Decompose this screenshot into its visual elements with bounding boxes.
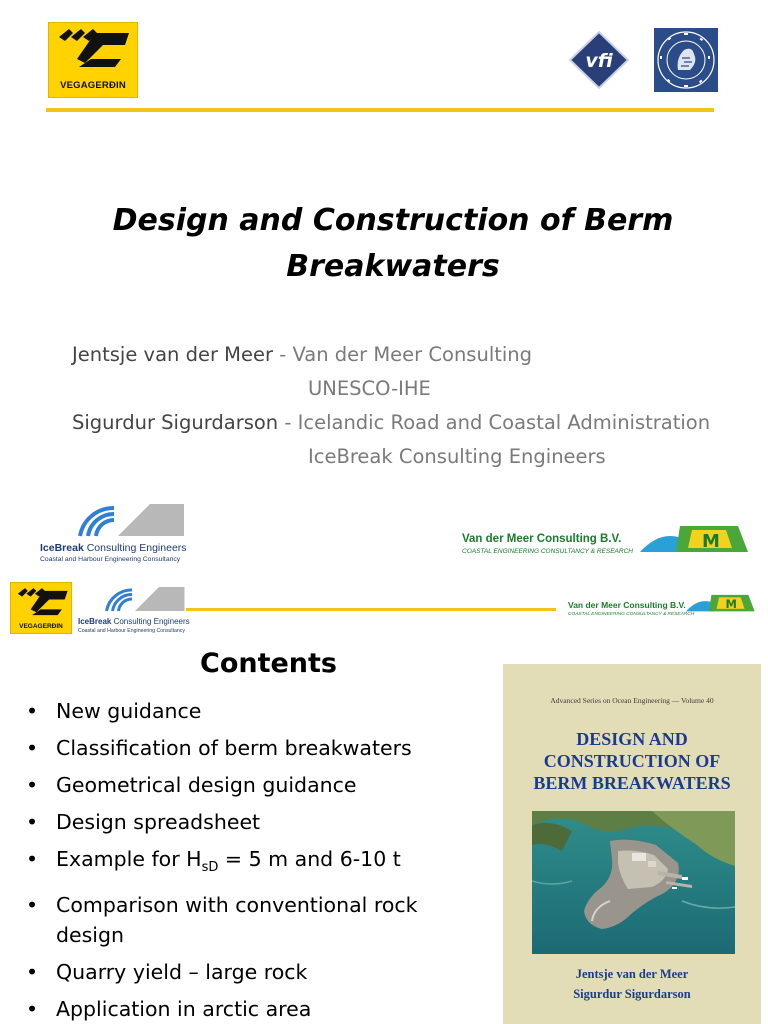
breakwater-aerial-photo	[532, 811, 735, 954]
header-divider	[186, 608, 556, 611]
icebreak-logo	[40, 500, 186, 570]
author-list	[72, 338, 710, 474]
icebreak-logo-name: IceBreak Consulting Engineers	[78, 617, 190, 626]
vegagerdin-logo	[10, 582, 72, 634]
author-affiliation: Van der Meer Consulting	[292, 343, 533, 366]
author-row	[72, 406, 710, 440]
book-cover	[503, 664, 761, 1024]
vdm-logo-name: Van der Meer Consulting B.V.	[462, 533, 622, 545]
vdm-logo-tagline: COASTAL ENGINEERING CONSULTANCY & RESEARCH	[568, 612, 695, 617]
vegagerdin-logo	[48, 22, 138, 98]
vdm-emblem-icon	[640, 522, 750, 562]
list-item: • Comparison with conventional rock design	[26, 890, 456, 950]
bullet-icon: •	[26, 997, 39, 1022]
icebreak-logo	[76, 584, 188, 636]
vdm-logo-tagline: COASTAL ENGINEERING CONSULTANCY & RESEARCH	[462, 548, 633, 555]
book-series: Advanced Series on Ocean Engineering — Volume 40	[550, 696, 714, 705]
book-authors: Jentsje van der Meer Sigurdur Sigurdarson	[573, 967, 691, 1001]
author-row	[72, 338, 710, 372]
presentation-title	[100, 198, 686, 290]
icebreak-logo-name: IceBreak Consulting Engineers	[40, 542, 187, 554]
author-separator: -	[278, 411, 298, 434]
svg-text:M: M	[702, 531, 720, 552]
vdm-emblem-icon	[686, 592, 756, 618]
vegagerdin-logo-text: VEGAGERÐIN	[60, 80, 126, 91]
icebreak-logo-tagline: Coastal and Harbour Engineering Consultancy	[40, 556, 181, 563]
list-item: • Classification of berm breakwaters	[26, 733, 456, 763]
author-separator: -	[273, 343, 293, 366]
vegagerdin-emblem-icon	[55, 27, 131, 73]
author-name: Sigurdur Sigurdarson	[72, 411, 279, 434]
vegagerdin-logo-text: VEGAGERÐIN	[19, 623, 63, 630]
vdm-logo-name: Van der Meer Consulting B.V.	[568, 600, 686, 610]
author-affiliation: IceBreak Consulting Engineers	[308, 445, 606, 468]
author-row	[72, 440, 710, 474]
author-row	[72, 372, 710, 406]
book-title: DESIGN AND CONSTRUCTION OF BERM BREAKWATERS	[533, 729, 731, 793]
van-der-meer-logo	[460, 522, 750, 562]
header-divider	[46, 108, 714, 112]
svg-text:M: M	[725, 597, 737, 612]
list-item: • Design spreadsheet	[26, 807, 456, 837]
bullet-icon: •	[26, 960, 39, 985]
list-item: • New guidance	[26, 696, 456, 726]
icebreak-logo-tagline: Coastal and Harbour Engineering Consultancy	[78, 628, 185, 634]
bullet-icon: •	[26, 699, 39, 723]
list-item: • Geometrical design guidance	[26, 770, 456, 800]
van-der-meer-logo	[566, 592, 756, 622]
bullet-icon: •	[26, 736, 39, 760]
list-item: • Application in arctic area	[26, 994, 456, 1024]
bullet-icon: •	[26, 810, 39, 834]
vfi-logo	[568, 30, 630, 90]
list-item: • Quarry yield – large rock	[26, 957, 456, 987]
title-line-1: Design and Construction of Berm	[112, 203, 674, 238]
title-line-2: Breakwaters	[286, 249, 500, 284]
bullet-icon: •	[26, 893, 39, 918]
icebreak-waves-icon	[74, 500, 186, 540]
vegagerdin-emblem-icon	[15, 586, 69, 620]
bullet-icon: •	[26, 773, 39, 797]
icebreak-waves-icon	[102, 584, 186, 614]
list-item: • Example for $H_{sD} = 5$ m and 6-10 t	[26, 844, 456, 883]
contents-heading: Contents	[200, 648, 338, 679]
vfi-logo-text: vfi	[585, 50, 613, 72]
contents-slide	[0, 578, 768, 1024]
university-of-iceland-seal	[654, 28, 718, 92]
author-name: Jentsje van der Meer	[72, 343, 273, 366]
contents-list	[26, 696, 456, 1024]
author-affiliation: Icelandic Road and Coastal Administration	[297, 411, 711, 434]
author-affiliation: UNESCO-IHE	[308, 377, 431, 400]
bullet-icon: •	[26, 847, 39, 871]
